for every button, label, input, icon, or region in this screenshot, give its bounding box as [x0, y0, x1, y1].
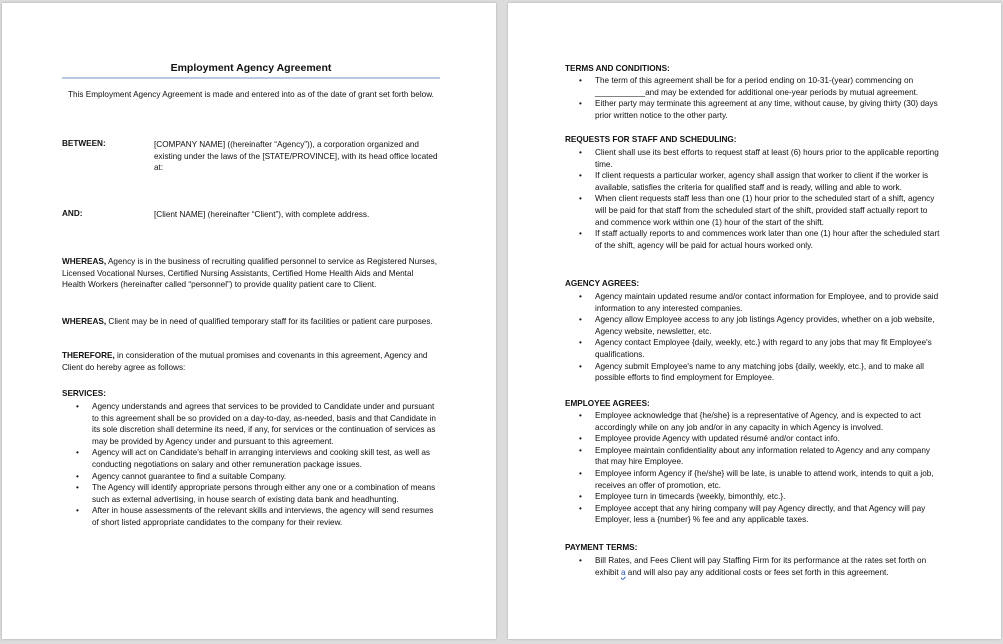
- between-text: [COMPANY NAME] ((hereinafter “Agency”)), a corporation organized and existing under the laws of the [STATE/PROVINCE], with its head office located at:: [154, 140, 438, 172]
- document-page-1: [2, 3, 496, 639]
- list-item: • Employee provide Agency with updated résumé and/or contact info.: [565, 433, 943, 445]
- list-item: • Agency submit Employee's name to any matching jobs {daily, weekly, etc.}, and to make all possible efforts to find employment for Employee.: [565, 361, 943, 384]
- between-label: BETWEEN:: [62, 139, 106, 148]
- agency-agrees-heading: AGENCY AGREES:: [565, 279, 640, 288]
- list-item: • Agency maintain updated resume and/or contact information for Employee, and to provide said information to any interested companies.: [565, 291, 943, 314]
- intro-paragraph: This Employment Agency Agreement is made and entered into as of the date of grant set forth below.: [68, 90, 434, 99]
- list-item: [565, 555, 943, 578]
- therefore-text: in consideration of the mutual promises and covenants in this agreement, Agency and Client do hereby agree as follows:: [62, 351, 428, 372]
- requests-list: [565, 147, 943, 251]
- whereas-paragraph-1: [62, 256, 438, 291]
- and-label: AND:: [62, 209, 83, 218]
- list-item: • The term of this agreement shall be for a period ending on 10-31-(year) commencing on ___________and may be extended for additional one-year periods by mutual agreement.: [565, 75, 943, 98]
- list-item: • Agency will act on Candidate’s behalf in arranging interviews and cooking skill test, as well as conducting negotiations on salary and other remuneration package issues.: [62, 447, 438, 470]
- payment-terms-heading: PAYMENT TERMS:: [565, 543, 638, 552]
- spellcheck-marked-word: a: [620, 567, 626, 577]
- list-item: • The Agency will identify appropriate persons through either any one or a combination of means such as external advertising, in house search of existing data bank and headhunting.: [62, 482, 438, 505]
- payment-text-part2: and will also pay any additional costs or fees set forth in this agreement.: [625, 567, 889, 577]
- title-underline: [62, 77, 440, 79]
- list-item: • If staff actually reports to and commences work later than one (1) hour after the scheduled start of the shift, agency will be paid for actual hours worked only.: [565, 228, 943, 251]
- list-item: • If client requests a particular worker, agency shall assign that worker to client if the worker is available, satisfies the criteria for qualified staff and is ready, willing and able to work.: [565, 170, 943, 193]
- whereas-paragraph-2: [62, 316, 438, 328]
- whereas-text-2: Client may be in need of qualified temporary staff for its facilities or patient care purposes.: [106, 317, 433, 326]
- employee-agrees-heading: EMPLOYEE AGREES:: [565, 399, 650, 408]
- list-item: • After in house assessments of the relevant skills and interviews, the agency will send resumes of short listed appropriate candidates to the company for their review.: [62, 505, 438, 528]
- list-item: • Employee acknowledge that {he/she} is a representative of Agency, and is expected to act accordingly while on any job and/or in any capacity in which Agency is involved.: [565, 410, 943, 433]
- and-text: [Client NAME] (hereinafter “Client”), with complete address.: [154, 210, 370, 219]
- list-item: • Employee inform Agency if {he/she} will be late, is unable to attend work, intends to quit a job, receives an offer of promotion, etc.: [565, 468, 943, 491]
- list-item: • Agency contact Employee {daily, weekly, etc.} with regard to any jobs that may fit Employee's qualifications.: [565, 337, 943, 360]
- list-item: • Agency allow Employee access to any job listings Agency provides, whether on a job website, Agency website, newsletter, etc.: [565, 314, 943, 337]
- terms-heading: TERMS AND CONDITIONS:: [565, 64, 670, 73]
- whereas-text-1: Agency is in the business of recruiting qualified personnel to service as Registered Nurses, Licensed Vocational Nurses, Certified Nursing Assistants, Certified Home Health Aids and Mental Health Workers (hereinafter called “personnel”) to provide quality patient care to Client.: [62, 257, 437, 290]
- employee-agrees-list: [565, 410, 943, 526]
- list-item: • Agency cannot guarantee to find a suitable Company.: [62, 471, 438, 483]
- list-item: • When client requests staff less than one (1) hour prior to the scheduled start of a shift, agency will be paid for that staff from the scheduled start of the shift, provided staff actually report to and commence work within one (1) hour of the start of the shift.: [565, 193, 943, 228]
- list-item: • Employee turn in timecards {weekly, bimonthly, etc.}.: [565, 491, 943, 503]
- whereas-lead-1: WHEREAS,: [62, 257, 107, 266]
- services-list: [62, 401, 438, 529]
- agency-agrees-list: [565, 291, 943, 384]
- therefore-paragraph: [62, 350, 438, 373]
- therefore-lead: THEREFORE,: [62, 351, 115, 360]
- payment-terms-list: [565, 555, 943, 578]
- payment-text-part1: Bill Rates, and Fees Client will pay Staffing Firm for its performance at the rates set forth on exhibit: [595, 556, 927, 577]
- list-item: • Agency understands and agrees that services to be provided to Candidate under and pursuant to this agreement shall be so provided on a day-to-day, as-needed, basis and that Candidate in its sole discretion shall determine its need, if any, for services or the continuation of services as may be provided by Agency under and pursuant to this agreement.: [62, 401, 438, 447]
- list-item: • Employee accept that any hiring company will pay Agency directly, and that Agency will pay Employer, less a {number} % fee and any applicable taxes.: [565, 503, 943, 526]
- document-page-2: [508, 3, 1001, 639]
- list-item: • Either party may terminate this agreement at any time, without cause, by giving thirty (30) days prior written notice to the other party.: [565, 98, 943, 121]
- list-item: • Employee maintain confidentiality about any information related to Agency and any company that may hire Employee.: [565, 445, 943, 468]
- whereas-lead-2: WHEREAS,: [62, 317, 107, 326]
- document-title: Employment Agency Agreement: [170, 62, 332, 74]
- list-item: • Client shall use its best efforts to request staff at least (6) hours prior to the applicable reporting time.: [565, 147, 943, 170]
- terms-list: [565, 75, 943, 121]
- requests-heading: REQUESTS FOR STAFF AND SCHEDULING:: [565, 135, 737, 144]
- services-heading: SERVICES:: [62, 389, 106, 398]
